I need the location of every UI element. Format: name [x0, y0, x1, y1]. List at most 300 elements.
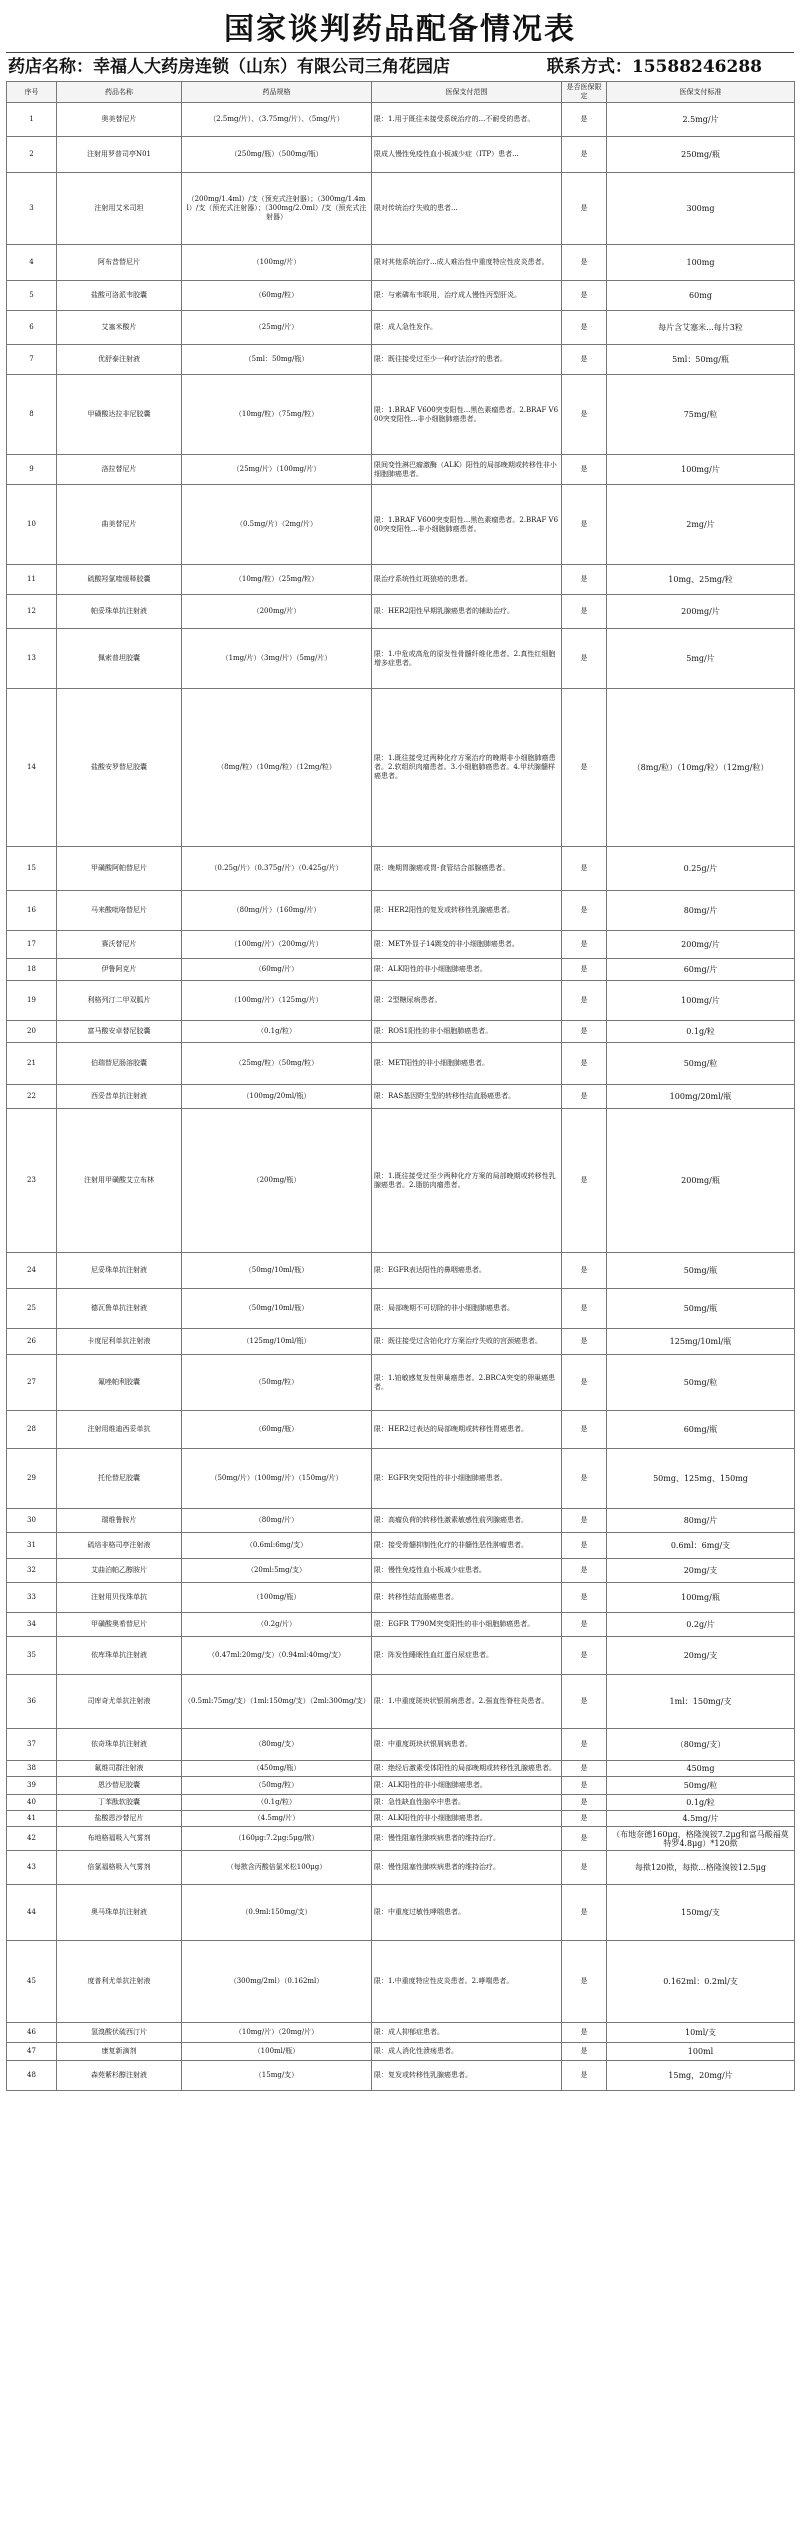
- table-row: [7, 2043, 795, 2061]
- insurance-limited: 是: [562, 1637, 607, 1675]
- table-row: [7, 1559, 795, 1583]
- insurance-limited: 是: [562, 1085, 607, 1109]
- row-number: 24: [7, 1253, 57, 1289]
- insurance-scope: 限：阵发性睡眠性血红蛋白尿症患者。: [372, 1637, 562, 1675]
- drug-spec: （160μg:7.2μg:5μg/揿）: [182, 1827, 372, 1851]
- insurance-limited: 是: [562, 689, 607, 847]
- table-row: [7, 245, 795, 281]
- drug-spec: （250mg/瓶）（500mg/瓶）: [182, 137, 372, 173]
- insurance-scope: 限对其他系统治疗...成人难治性中重度特应性皮炎患者。: [372, 245, 562, 281]
- document-title: 国家谈判药品配备情况表: [224, 12, 576, 47]
- insurance-scope: 限：HER2过表达的局部晚期或转移性胃癌患者。: [372, 1411, 562, 1449]
- insurance-limited: 是: [562, 629, 607, 689]
- payment-standard: 0.25g/片: [607, 847, 795, 891]
- drug-name: 艾塞米酸片: [57, 311, 182, 345]
- insurance-limited: 是: [562, 1729, 607, 1761]
- drug-table: [6, 81, 795, 2091]
- drug-name: 盐酸恩沙替尼片: [57, 1811, 182, 1827]
- drug-name: 卡度尼利单抗注射液: [57, 1329, 182, 1355]
- drug-spec: （50mg/片）（100mg/片）（150mg/片）: [182, 1449, 372, 1509]
- row-number: 29: [7, 1449, 57, 1509]
- payment-standard: 100ml: [607, 2043, 795, 2061]
- insurance-scope: 限：局部晚期不可切除的非小细胞肺癌患者。: [372, 1289, 562, 1329]
- row-number: 28: [7, 1411, 57, 1449]
- insurance-limited: 是: [562, 1533, 607, 1559]
- insurance-scope: 限：1.BRAF V600突变阳性...黑色素瘤患者。2.BRAF V600突变阳性...非小细胞肺癌患者。: [372, 375, 562, 455]
- insurance-scope: 限：成人急性发作。: [372, 311, 562, 345]
- payment-standard: 300mg: [607, 173, 795, 245]
- insurance-limited: 是: [562, 1941, 607, 2023]
- payment-standard: 60mg: [607, 281, 795, 311]
- insurance-limited: 是: [562, 1411, 607, 1449]
- payment-standard: 200mg/瓶: [607, 1109, 795, 1253]
- insurance-scope: 限：EGFR T790M突变阳性的非小细胞肺癌患者。: [372, 1613, 562, 1637]
- drug-spec: （200mg/1.4ml）/支（预充式注射器）；（300mg/1.4ml）/支（预充式注射器）；（300mg/2.0ml）/支（预充式注射器）: [182, 173, 372, 245]
- row-number: 39: [7, 1777, 57, 1795]
- drug-spec: （4.5mg/片）: [182, 1811, 372, 1827]
- payment-standard: 50mg/瓶: [607, 1289, 795, 1329]
- insurance-limited: 是: [562, 1827, 607, 1851]
- insurance-limited: 是: [562, 1329, 607, 1355]
- insurance-scope: 限：中重度过敏性哮喘患者。: [372, 1885, 562, 1941]
- insurance-limited: 是: [562, 103, 607, 137]
- payment-standard: 60mg/瓶: [607, 1411, 795, 1449]
- payment-standard: （8mg/粒）（10mg/粒）（12mg/粒）: [607, 689, 795, 847]
- payment-standard: 10ml/支: [607, 2023, 795, 2043]
- row-number: 25: [7, 1289, 57, 1329]
- drug-name: 奥美替尼片: [57, 103, 182, 137]
- drug-spec: （2.5mg/片）、（3.75mg/片）、（5mg/片）: [182, 103, 372, 137]
- table-row: [7, 595, 795, 629]
- row-number: 35: [7, 1637, 57, 1675]
- insurance-limited: 是: [562, 1449, 607, 1509]
- insurance-scope: 限：慢性阻塞性肺疾病患者的维持治疗。: [372, 1827, 562, 1851]
- payment-standard: 0.1g/粒: [607, 1021, 795, 1043]
- payment-standard: 80mg/片: [607, 891, 795, 931]
- drug-name: 依库珠单抗注射液: [57, 1637, 182, 1675]
- row-number: 12: [7, 595, 57, 629]
- insurance-limited: 是: [562, 345, 607, 375]
- drug-spec: （15mg/支）: [182, 2061, 372, 2091]
- table-row: [7, 1355, 795, 1411]
- table-row: [7, 931, 795, 959]
- payment-standard: 0.6ml：6mg/支: [607, 1533, 795, 1559]
- table-row: [7, 485, 795, 565]
- insurance-limited: 是: [562, 1559, 607, 1583]
- row-number: 30: [7, 1509, 57, 1533]
- table-row: [7, 847, 795, 891]
- payment-standard: 100mg/20ml/瓶: [607, 1085, 795, 1109]
- row-number: 37: [7, 1729, 57, 1761]
- col-header-spec: 药品规格: [182, 82, 372, 103]
- drug-spec: （0.6ml:6mg/支）: [182, 1533, 372, 1559]
- row-number: 40: [7, 1795, 57, 1811]
- drug-spec: （300mg/2ml）（0.162ml）: [182, 1941, 372, 2023]
- drug-name: 注射用艾米司坦: [57, 173, 182, 245]
- insurance-scope: 限：既往接受过至少一种疗法治疗的患者。: [372, 345, 562, 375]
- insurance-scope: 限：MET外显子14跳变的非小细胞肺癌患者。: [372, 931, 562, 959]
- drug-spec: （80mg/支）: [182, 1729, 372, 1761]
- drug-name: 氢溴酸伏硫西汀片: [57, 2023, 182, 2043]
- insurance-scope: 限：1.中危或高危的原发性骨髓纤维化患者。2.真性红细胞增多症患者。: [372, 629, 562, 689]
- payment-standard: 50mg/粒: [607, 1777, 795, 1795]
- insurance-scope: 限：ALK阳性的非小细胞肺癌患者。: [372, 1777, 562, 1795]
- drug-name: 甲磺酸奥希替尼片: [57, 1613, 182, 1637]
- row-number: 11: [7, 565, 57, 595]
- drug-name: 盐酸安罗替尼胶囊: [57, 689, 182, 847]
- insurance-scope: 限：EGFR突变阳性的非小细胞肺癌患者。: [372, 1449, 562, 1509]
- drug-name: 优舒泰注射液: [57, 345, 182, 375]
- drug-spec: （50mg/粒）: [182, 1777, 372, 1795]
- insurance-scope: 限：1.用于既往未接受系统治疗的...不耐受的患者。: [372, 103, 562, 137]
- row-number: 7: [7, 345, 57, 375]
- drug-name: 伊鲁阿克片: [57, 959, 182, 981]
- table-row: [7, 1043, 795, 1085]
- row-number: 20: [7, 1021, 57, 1043]
- row-number: 3: [7, 173, 57, 245]
- insurance-scope: 限：成人抑郁症患者。: [372, 2023, 562, 2043]
- insurance-scope: 限：2型糖尿病患者。: [372, 981, 562, 1021]
- drug-name: 德瓦鲁单抗注射液: [57, 1289, 182, 1329]
- drug-name: 瑞维鲁胺片: [57, 1509, 182, 1533]
- payment-standard: （80mg/支）: [607, 1729, 795, 1761]
- row-number: 38: [7, 1761, 57, 1777]
- drug-name: 马来酸吡咯替尼片: [57, 891, 182, 931]
- payment-standard: 100mg: [607, 245, 795, 281]
- drug-spec: （8mg/粒）（10mg/粒）（12mg/粒）: [182, 689, 372, 847]
- insurance-limited: 是: [562, 1675, 607, 1729]
- drug-name: 度普利尤单抗注射液: [57, 1941, 182, 2023]
- insurance-limited: 是: [562, 1509, 607, 1533]
- drug-spec: （25mg/片）（100mg/片）: [182, 455, 372, 485]
- drug-name: 依奇珠单抗注射液: [57, 1729, 182, 1761]
- table-row: [7, 311, 795, 345]
- drug-spec: （0.25g/片）（0.375g/片）（0.425g/片）: [182, 847, 372, 891]
- drug-name: 赛沃替尼片: [57, 931, 182, 959]
- row-number: 36: [7, 1675, 57, 1729]
- drug-spec: （60mg/瓶）: [182, 1411, 372, 1449]
- insurance-limited: 是: [562, 565, 607, 595]
- insurance-scope: 限：慢性阻塞性肺疾病患者的维持治疗。: [372, 1851, 562, 1885]
- payment-standard: 0.1g/粒: [607, 1795, 795, 1811]
- insurance-limited: 是: [562, 485, 607, 565]
- row-number: 4: [7, 245, 57, 281]
- row-number: 33: [7, 1583, 57, 1613]
- insurance-scope: 限：既往接受过含铂化疗方案治疗失败的宫颈癌患者。: [372, 1329, 562, 1355]
- table-header-row: [7, 82, 795, 103]
- row-number: 43: [7, 1851, 57, 1885]
- table-row: [7, 1613, 795, 1637]
- insurance-scope: 限治疗系统性红斑狼疮的患者。: [372, 565, 562, 595]
- drug-spec: （100mg/片）（200mg/片）: [182, 931, 372, 959]
- table-row: [7, 103, 795, 137]
- insurance-scope: 限：1.中重度特应性皮炎患者。2.哮喘患者。: [372, 1941, 562, 2023]
- drug-spec: （25mg/片）: [182, 311, 372, 345]
- insurance-limited: 是: [562, 595, 607, 629]
- drug-name: 布地格福吸入气雾剂: [57, 1827, 182, 1851]
- table-row: [7, 1885, 795, 1941]
- drug-spec: （200mg/瓶）: [182, 1109, 372, 1253]
- drug-spec: （0.2g/片）: [182, 1613, 372, 1637]
- row-number: 44: [7, 1885, 57, 1941]
- drug-name: 洛拉替尼片: [57, 455, 182, 485]
- table-row: [7, 1329, 795, 1355]
- row-number: 1: [7, 103, 57, 137]
- payment-standard: 80mg/片: [607, 1509, 795, 1533]
- payment-standard: 60mg/片: [607, 959, 795, 981]
- payment-standard: 100mg/片: [607, 455, 795, 485]
- table-row: [7, 1085, 795, 1109]
- row-number: 18: [7, 959, 57, 981]
- row-number: 34: [7, 1613, 57, 1637]
- insurance-limited: 是: [562, 1109, 607, 1253]
- row-number: 21: [7, 1043, 57, 1085]
- insurance-scope: 限成人慢性免疫性血小板减少症（ITP）患者...: [372, 137, 562, 173]
- drug-spec: （100mg/片）: [182, 245, 372, 281]
- insurance-scope: 限：1.BRAF V600突变阳性...黑色素瘤患者。2.BRAF V600突变阳性...非小细胞肺癌患者。: [372, 485, 562, 565]
- insurance-limited: 是: [562, 847, 607, 891]
- payment-standard: 50mg/粒: [607, 1043, 795, 1085]
- insurance-limited: 是: [562, 2043, 607, 2061]
- row-number: 17: [7, 931, 57, 959]
- row-number: 19: [7, 981, 57, 1021]
- insurance-limited: 是: [562, 891, 607, 931]
- insurance-limited: 是: [562, 2061, 607, 2091]
- insurance-limited: 是: [562, 1761, 607, 1777]
- payment-standard: 0.162ml：0.2ml/支: [607, 1941, 795, 2023]
- drug-spec: （每揿含丙酸倍氯米松100μg）: [182, 1851, 372, 1885]
- drug-spec: （20ml:5mg/支）: [182, 1559, 372, 1583]
- insurance-scope: 限：接受骨髓抑制性化疗的非髓性恶性肿瘤患者。: [372, 1533, 562, 1559]
- payment-standard: 0.2g/片: [607, 1613, 795, 1637]
- insurance-scope: 限：与索磷布韦联用，治疗成人慢性丙型肝炎。: [372, 281, 562, 311]
- drug-name: 氟维司群注射液: [57, 1761, 182, 1777]
- insurance-scope: 限对传统治疗失败的患者...: [372, 173, 562, 245]
- insurance-scope: 限：1.中重度斑块状银屑病患者。2.强直性脊柱炎患者。: [372, 1675, 562, 1729]
- insurance-scope: 限：急性缺血性脑卒中患者。: [372, 1795, 562, 1811]
- drug-name: 森苑紫杉醇注射液: [57, 2061, 182, 2091]
- drug-spec: （100mg/20ml/瓶）: [182, 1085, 372, 1109]
- table-row: [7, 1777, 795, 1795]
- drug-name: 司库奇尤单抗注射液: [57, 1675, 182, 1729]
- col-header-price: 医保支付标准: [607, 82, 795, 103]
- insurance-limited: 是: [562, 931, 607, 959]
- insurance-scope: 限：晚期胃腺癌或胃-食管结合部腺癌患者。: [372, 847, 562, 891]
- drug-spec: （0.1g/粒）: [182, 1021, 372, 1043]
- drug-spec: （125mg/10ml/瓶）: [182, 1329, 372, 1355]
- table-row: [7, 1851, 795, 1885]
- payment-standard: 450mg: [607, 1761, 795, 1777]
- table-row: [7, 1411, 795, 1449]
- insurance-limited: 是: [562, 959, 607, 981]
- drug-name: 尼妥珠单抗注射液: [57, 1253, 182, 1289]
- insurance-scope: 限：ALK阳性的非小细胞肺癌患者。: [372, 1811, 562, 1827]
- drug-spec: （10mg/片）（20mg/片）: [182, 2023, 372, 2043]
- insurance-limited: 是: [562, 1811, 607, 1827]
- drug-spec: （60mg/粒）: [182, 281, 372, 311]
- payment-standard: 15mg，20mg/片: [607, 2061, 795, 2091]
- payment-standard: 20mg/支: [607, 1637, 795, 1675]
- insurance-scope: 限：1.铂敏感复发性卵巢癌患者。2.BRCA突变的卵巢癌患者。: [372, 1355, 562, 1411]
- drug-spec: （100ml/瓶）: [182, 2043, 372, 2061]
- drug-name: 托伦替尼胶囊: [57, 1449, 182, 1509]
- drug-name: 硫培非格司亭注射液: [57, 1533, 182, 1559]
- insurance-scope: 限：1.既往接受过两种化疗方案治疗的晚期非小细胞肺癌患者。2.软组织肉瘤患者。3.小细胞肺癌患者。4.甲状腺髓样癌患者。: [372, 689, 562, 847]
- payment-standard: 50mg/瓶: [607, 1253, 795, 1289]
- row-number: 22: [7, 1085, 57, 1109]
- drug-name: 注射用维迪西妥单抗: [57, 1411, 182, 1449]
- row-number: 41: [7, 1811, 57, 1827]
- payment-standard: 100mg/片: [607, 981, 795, 1021]
- payment-standard: 125mg/10ml/瓶: [607, 1329, 795, 1355]
- row-number: 46: [7, 2023, 57, 2043]
- table-row: [7, 1675, 795, 1729]
- payment-standard: 150mg/支: [607, 1885, 795, 1941]
- drug-name: 氟唑帕利胶囊: [57, 1355, 182, 1411]
- drug-name: 恩沙替尼胶囊: [57, 1777, 182, 1795]
- drug-name: 盐酸可洛派韦胶囊: [57, 281, 182, 311]
- table-row: [7, 1795, 795, 1811]
- payment-standard: 100mg/瓶: [607, 1583, 795, 1613]
- table-row: [7, 891, 795, 931]
- row-number: 32: [7, 1559, 57, 1583]
- payment-standard: 5ml：50mg/瓶: [607, 345, 795, 375]
- row-number: 23: [7, 1109, 57, 1253]
- table-row: [7, 1289, 795, 1329]
- drug-name: 注射用甲磺酸艾立布林: [57, 1109, 182, 1253]
- table-row: [7, 2061, 795, 2091]
- drug-name: 甲磺酸达拉非尼胶囊: [57, 375, 182, 455]
- drug-spec: （0.47ml:20mg/支）（0.94ml:40mg/支）: [182, 1637, 372, 1675]
- drug-spec: （50mg/10ml/瓶）: [182, 1253, 372, 1289]
- insurance-scope: 限：MET阳性的非小细胞肺癌患者。: [372, 1043, 562, 1085]
- drug-spec: （100mg/瓶）: [182, 1583, 372, 1613]
- table-row: [7, 1729, 795, 1761]
- row-number: 13: [7, 629, 57, 689]
- table-row: [7, 173, 795, 245]
- drug-name: 西妥昔单抗注射液: [57, 1085, 182, 1109]
- payment-standard: 50mg/粒: [607, 1355, 795, 1411]
- payment-standard: 200mg/片: [607, 595, 795, 629]
- table-body: [7, 103, 795, 2091]
- table-row: [7, 137, 795, 173]
- insurance-limited: 是: [562, 137, 607, 173]
- table-row: [7, 375, 795, 455]
- payment-standard: 每揿120揿，每揿...格隆溴铵12.5μg: [607, 1851, 795, 1885]
- drug-spec: （0.5mg/片）（2mg/片）: [182, 485, 372, 565]
- payment-standard: 50mg、125mg、150mg: [607, 1449, 795, 1509]
- table-row: [7, 1021, 795, 1043]
- insurance-scope: 限：复发或转移性乳腺癌患者。: [372, 2061, 562, 2091]
- drug-name: 佩索普坦胶囊: [57, 629, 182, 689]
- insurance-limited: 是: [562, 1777, 607, 1795]
- row-number: 42: [7, 1827, 57, 1851]
- insurance-scope: 限：慢性免疫性血小板减少症患者。: [372, 1559, 562, 1583]
- insurance-scope: 限：1.既往接受过至少两种化疗方案的局部晚期或转移性乳腺癌患者。2.脂肪肉瘤患者。: [372, 1109, 562, 1253]
- row-number: 47: [7, 2043, 57, 2061]
- row-number: 10: [7, 485, 57, 565]
- col-header-no: 序号: [7, 82, 57, 103]
- insurance-limited: 是: [562, 311, 607, 345]
- insurance-scope: 限间变性淋巴瘤激酶（ALK）阳性的局部晚期或转移性非小细胞肺癌患者。: [372, 455, 562, 485]
- row-number: 5: [7, 281, 57, 311]
- row-number: 2: [7, 137, 57, 173]
- insurance-limited: 是: [562, 1253, 607, 1289]
- table-row: [7, 1533, 795, 1559]
- table-row: [7, 1637, 795, 1675]
- drug-spec: （5ml：50mg/瓶）: [182, 345, 372, 375]
- drug-spec: （60mg/片）: [182, 959, 372, 981]
- drug-name: 帕妥珠单抗注射液: [57, 595, 182, 629]
- insurance-limited: 是: [562, 375, 607, 455]
- row-number: 15: [7, 847, 57, 891]
- insurance-limited: 是: [562, 173, 607, 245]
- drug-name: 注射用贝伐珠单抗: [57, 1583, 182, 1613]
- payment-standard: 75mg/粒: [607, 375, 795, 455]
- insurance-limited: 是: [562, 1289, 607, 1329]
- drug-spec: （80mg/片）（160mg/片）: [182, 891, 372, 931]
- store-contact: 联系方式：15588246288: [546, 57, 762, 77]
- payment-standard: 200mg/片: [607, 931, 795, 959]
- drug-name: 硫酸羟氯喹缓释胶囊: [57, 565, 182, 595]
- insurance-scope: 限：HER2阳性早期乳腺癌患者的辅助治疗。: [372, 595, 562, 629]
- drug-spec: （50mg/10ml/瓶）: [182, 1289, 372, 1329]
- drug-spec: （10mg/粒）（75mg/粒）: [182, 375, 372, 455]
- drug-name: 奥马珠单抗注射液: [57, 1885, 182, 1941]
- col-header-name: 药品名称: [57, 82, 182, 103]
- payment-standard: 2.5mg/片: [607, 103, 795, 137]
- payment-standard: 250mg/瓶: [607, 137, 795, 173]
- insurance-limited: 是: [562, 1043, 607, 1085]
- table-row: [7, 689, 795, 847]
- drug-name: 丁苯酞软胶囊: [57, 1795, 182, 1811]
- row-number: 31: [7, 1533, 57, 1559]
- drug-spec: （80mg/片）: [182, 1509, 372, 1533]
- col-header-limited: 是否医保限定: [562, 82, 607, 103]
- table-row: [7, 2023, 795, 2043]
- drug-name: 利格列汀二甲双胍片: [57, 981, 182, 1021]
- row-number: 14: [7, 689, 57, 847]
- drug-spec: （50mg/粒）: [182, 1355, 372, 1411]
- payment-standard: 10mg、25mg/粒: [607, 565, 795, 595]
- col-header-scope: 医保支付范围: [372, 82, 562, 103]
- row-number: 6: [7, 311, 57, 345]
- drug-name: 艾曲泊帕乙醇胺片: [57, 1559, 182, 1583]
- insurance-limited: 是: [562, 1885, 607, 1941]
- table-row: [7, 1941, 795, 2023]
- payment-standard: 每片含艾塞米...每片3粒: [607, 311, 795, 345]
- insurance-scope: 限：绝经后激素受体阳性的局部晚期或转移性乳腺癌患者。: [372, 1761, 562, 1777]
- insurance-scope: 限：成人消化性溃疡患者。: [372, 2043, 562, 2061]
- insurance-scope: 限：HER2阳性的复发或转移性乳腺癌患者。: [372, 891, 562, 931]
- table-row: [7, 959, 795, 981]
- drug-spec: （1mg/片）（3mg/片）（5mg/片）: [182, 629, 372, 689]
- table-row: [7, 629, 795, 689]
- insurance-limited: 是: [562, 981, 607, 1021]
- drug-spec: （100mg/片）（125mg/片）: [182, 981, 372, 1021]
- insurance-scope: 限：转移性结直肠癌患者。: [372, 1583, 562, 1613]
- table-row: [7, 1811, 795, 1827]
- drug-spec: （0.9ml:150mg/支）: [182, 1885, 372, 1941]
- table-row: [7, 455, 795, 485]
- drug-name: 伯瑞替尼肠溶胶囊: [57, 1043, 182, 1085]
- payment-standard: 2mg/片: [607, 485, 795, 565]
- table-row: [7, 1253, 795, 1289]
- insurance-limited: 是: [562, 1583, 607, 1613]
- table-row: [7, 1827, 795, 1851]
- insurance-limited: 是: [562, 281, 607, 311]
- insurance-scope: 限：中重度斑块状银屑病患者。: [372, 1729, 562, 1761]
